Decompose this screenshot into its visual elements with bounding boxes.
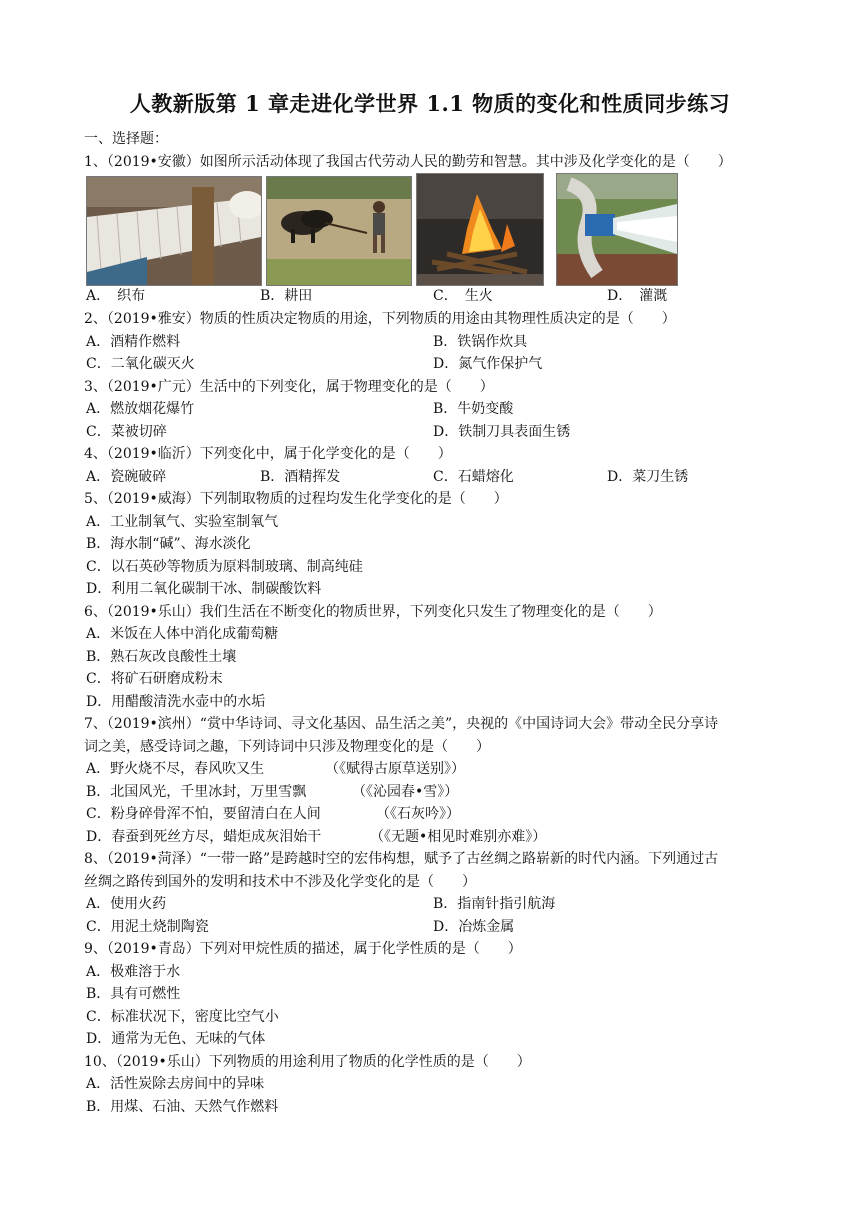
question-1-option-b[interactable]: B．耕田 — [260, 288, 313, 304]
question-5-option-d[interactable]: D．利用二氧化碳制干冰、制碳酸饮料 — [86, 581, 322, 597]
fire-photo — [416, 173, 544, 286]
question-2-option-a[interactable]: A．酒精作燃料 — [86, 334, 181, 350]
question-7-option-a-source: （《赋得古原草送别》） — [325, 761, 465, 777]
question-4-option-d[interactable]: D．菜刀生锈 — [607, 469, 689, 485]
irrigation-pipe-photo — [556, 173, 678, 286]
question-8-stem-line-2: 丝绸之路传到国外的发明和技术中不涉及化学变化的是（ ） — [84, 874, 476, 890]
question-7-option-a[interactable]: A．野火烧不尽，春风吹又生 — [86, 761, 265, 777]
question-4-stem: 4、（2019•临沂）下列变化中，属于化学变化的是（ ） — [84, 446, 452, 462]
question-7-stem-line-2: 词之美，感受诗词之趣，下列诗词中只涉及物理变化的是（ ） — [84, 739, 490, 755]
question-9-stem: 9、（2019•青岛）下列对甲烷性质的描述，属于化学性质的是（ ） — [84, 941, 522, 957]
question-6-option-b[interactable]: B．熟石灰改良酸性土壤 — [86, 649, 237, 665]
question-1-stem: 1、（2019•安徽）如图所示活动体现了我国古代劳动人民的勤劳和智慧。其中涉及化学变化的是（ ） — [84, 154, 732, 170]
question-7-option-b[interactable]: B．北国风光，千里冰封，万里雪飘 — [86, 784, 307, 800]
question-5-option-a[interactable]: A．工业制氧气、实验室制氧气 — [86, 514, 279, 530]
question-4-option-b[interactable]: B．酒精挥发 — [260, 469, 341, 485]
question-10-option-a[interactable]: A．活性炭除去房间中的异味 — [86, 1076, 265, 1092]
question-3-option-d[interactable]: D．铁制刀具表面生锈 — [433, 424, 571, 440]
page-title: 人教新版第 1 章走进化学世界 1.1 物质的变化和性质同步练习 — [129, 91, 731, 116]
question-8-option-d[interactable]: D．冶炼金属 — [433, 919, 515, 935]
question-6-stem: 6、（2019•乐山）我们生活在不断变化的物质世界，下列变化只发生了物理变化的是（ ） — [84, 604, 662, 620]
question-4-option-a[interactable]: A．瓷碗破碎 — [86, 469, 167, 485]
question-5-option-b[interactable]: B．海水制“碱”、海水淡化 — [86, 536, 251, 552]
question-2-option-d[interactable]: D．氮气作保护气 — [433, 356, 543, 372]
question-9-option-c[interactable]: C．标准状况下，密度比空气小 — [86, 1009, 279, 1025]
question-10-stem: 10、（2019•乐山）下列物质的用途利用了物质的化学性质的是（ ） — [84, 1054, 531, 1070]
question-5-option-c[interactable]: C．以石英砂等物质为原料制玻璃、制高纯硅 — [86, 559, 363, 575]
question-7-stem-line-1: 7、（2019•滨州）“赏中华诗词、寻文化基因、品生活之美”，央视的《中国诗词大会》带动全民分享诗 — [84, 716, 719, 732]
question-8-option-a[interactable]: A．使用火药 — [86, 896, 167, 912]
question-6-option-a[interactable]: A．米饭在人体中消化成葡萄糖 — [86, 626, 279, 642]
question-2-option-c[interactable]: C．二氧化碳灭火 — [86, 356, 195, 372]
question-2-option-b[interactable]: B．铁锅作炊具 — [433, 334, 528, 350]
section-heading: 一、选择题： — [84, 131, 168, 147]
question-9-option-d[interactable]: D．通常为无色、无味的气体 — [86, 1031, 266, 1047]
question-3-option-a[interactable]: A．燃放烟花爆竹 — [86, 401, 195, 417]
question-7-option-b-source: （《沁园春•雪》） — [352, 784, 459, 800]
question-8-stem-line-1: 8、（2019•菏泽）“一带一路”是跨越时空的宏伟构想，赋予了古丝绸之路崭新的时代内涵。下列通过古 — [84, 851, 719, 867]
question-6-option-d[interactable]: D．用醋酸清洗水壶中的水垢 — [86, 694, 266, 710]
question-3-option-c[interactable]: C．菜被切碎 — [86, 424, 167, 440]
question-9-option-b[interactable]: B．具有可燃性 — [86, 986, 181, 1002]
question-3-stem: 3、（2019•广元）生活中的下列变化，属于物理变化的是（ ） — [84, 379, 494, 395]
question-1-option-c[interactable]: C． 生火 — [433, 288, 493, 304]
question-9-option-a[interactable]: A．极难溶于水 — [86, 964, 181, 980]
question-2-stem: 2、（2019•雅安）物质的性质决定物质的用途，下列物质的用途由其物理性质决定的是（ ） — [84, 311, 676, 327]
question-3-option-b[interactable]: B．牛奶变酸 — [433, 401, 514, 417]
question-10-option-b[interactable]: B．用煤、石油、天然气作燃料 — [86, 1099, 279, 1115]
question-8-option-c[interactable]: C．用泥土烧制陶瓷 — [86, 919, 209, 935]
weaving-loom-photo — [86, 176, 262, 286]
question-4-option-c[interactable]: C．石蜡熔化 — [433, 469, 514, 485]
question-5-stem: 5、（2019•威海）下列制取物质的过程均发生化学变化的是（ ） — [84, 491, 508, 507]
ox-plowing-photo — [266, 176, 412, 286]
question-8-option-b[interactable]: B．指南针指引航海 — [433, 896, 556, 912]
question-7-option-c-source: （《石灰吟》） — [376, 806, 460, 822]
question-7-option-d-source: （《无题•相见时难别亦难》） — [370, 829, 547, 845]
question-7-option-d[interactable]: D．春蚕到死丝方尽，蜡炬成灰泪始干 — [86, 829, 322, 845]
question-7-option-c[interactable]: C．粉身碎骨浑不怕，要留清白在人间 — [86, 806, 321, 822]
question-1-option-d[interactable]: D． 灌溉 — [607, 288, 668, 304]
question-6-option-c[interactable]: C．将矿石研磨成粉末 — [86, 671, 223, 687]
question-1-option-a[interactable]: A． 织布 — [86, 288, 146, 304]
